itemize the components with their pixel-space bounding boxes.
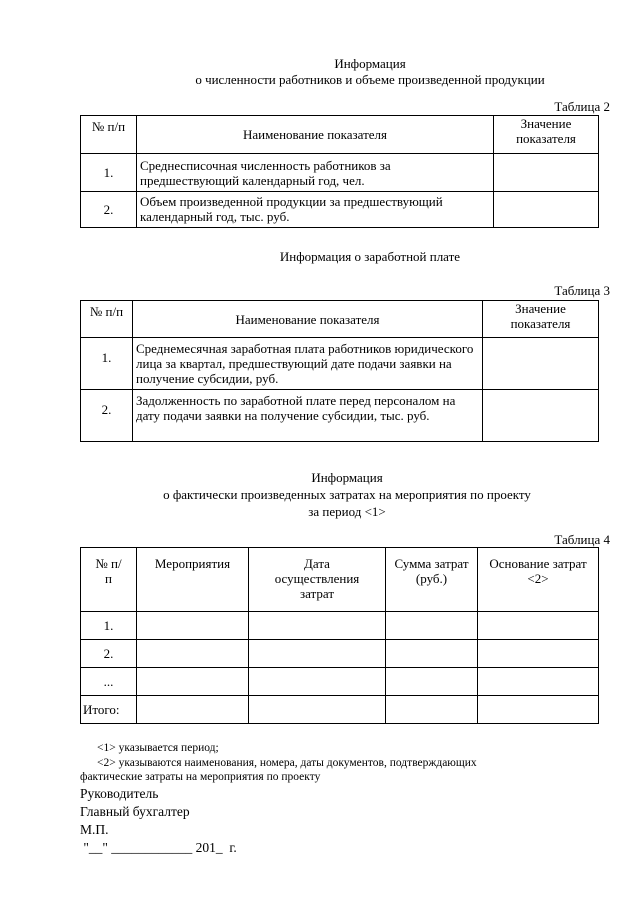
cell-sum [386, 668, 478, 696]
cell-sum [386, 640, 478, 668]
cell-sum [386, 696, 478, 724]
table-row [81, 390, 599, 442]
row-number: 2. [81, 192, 137, 228]
section2-title: Информация о заработной плате [279, 249, 461, 264]
row-number: ... [81, 668, 137, 696]
signature-date: "__" ____________ 201_ г. [80, 840, 237, 855]
cell-date [249, 640, 386, 668]
cell-basis [478, 696, 599, 724]
row-value [483, 390, 599, 442]
row-number: 1. [81, 154, 137, 192]
signature-head: Руководитель [80, 786, 159, 801]
row-number: 2. [81, 390, 133, 442]
footnote-1: <1> указывается период; [97, 742, 219, 754]
section3-title-line1: Информация [311, 470, 383, 485]
row-name: Задолженность по заработной плате перед персоналом на дату подачи заявки на получение субсидии, тыс. руб. [133, 390, 483, 442]
table-row [81, 668, 599, 696]
col-header-date: Дата осуществления затрат [249, 548, 386, 612]
cell-sum [386, 612, 478, 640]
signature-accountant: Главный бухгалтер [80, 804, 190, 819]
table-3 [80, 300, 599, 442]
table-row [81, 192, 599, 228]
row-value [494, 192, 599, 228]
cell-basis [478, 612, 599, 640]
section3-title-line2: о фактически произведенных затратах на мероприятия по проекту [163, 487, 531, 502]
footnote-2-line2: фактические затраты на мероприятия по проекту [80, 771, 321, 783]
col-header-number: № п/п [81, 301, 133, 338]
row-name: Среднесписочная численность работников за предшествующий календарный год, чел. [137, 154, 494, 192]
table-row [81, 301, 599, 338]
col-header-name: Наименование показателя [137, 116, 494, 154]
table-row [81, 338, 599, 390]
footnote-2-line1: <2> указываются наименования, номера, даты документов, подтверждающих [97, 757, 477, 769]
col-header-value: Значение показателя [483, 301, 599, 338]
col-header-name: Наименование показателя [133, 301, 483, 338]
col-header-number: № п/п [81, 116, 137, 154]
col-header-number: № п/п [81, 548, 137, 612]
cell-date [249, 612, 386, 640]
row-number: 1. [81, 612, 137, 640]
col-header-basis: Основание затрат <2> [478, 548, 599, 612]
table-row [81, 612, 599, 640]
cell-date [249, 696, 386, 724]
table-row [81, 116, 599, 154]
table4-label: Таблица 4 [554, 532, 610, 547]
table2-label: Таблица 2 [554, 99, 610, 114]
table-4 [80, 547, 599, 724]
table3-label: Таблица 3 [554, 283, 610, 298]
stamp-placeholder: М.П. [80, 822, 109, 837]
cell-activities [137, 640, 249, 668]
cell-basis [478, 668, 599, 696]
section1-title-line1: Информация [334, 56, 406, 71]
table-row [81, 548, 599, 612]
cell-activities [137, 668, 249, 696]
row-name: Среднемесячная заработная плата работников юридического лица за квартал, предшествующий дате подачи заявки на получение субсидии, руб. [133, 338, 483, 390]
col-header-sum: Сумма затрат (руб.) [386, 548, 478, 612]
section1-title-line2: о численности работников и объеме произведенной продукции [195, 72, 545, 87]
row-value [494, 154, 599, 192]
row-number: 2. [81, 640, 137, 668]
cell-activities [137, 696, 249, 724]
row-value [483, 338, 599, 390]
table-row [81, 696, 599, 724]
table-row [81, 640, 599, 668]
row-number: 1. [81, 338, 133, 390]
cell-basis [478, 640, 599, 668]
cell-date [249, 668, 386, 696]
col-header-activities: Мероприятия [137, 548, 249, 612]
row-name: Объем произведенной продукции за предшествующий календарный год, тыс. руб. [137, 192, 494, 228]
table-row [81, 154, 599, 192]
cell-activities [137, 612, 249, 640]
col-header-value: Значение показателя [494, 116, 599, 154]
section3-title-line3: за период <1> [308, 504, 386, 519]
row-total-label: Итого: [81, 696, 137, 724]
table-2 [80, 115, 599, 228]
